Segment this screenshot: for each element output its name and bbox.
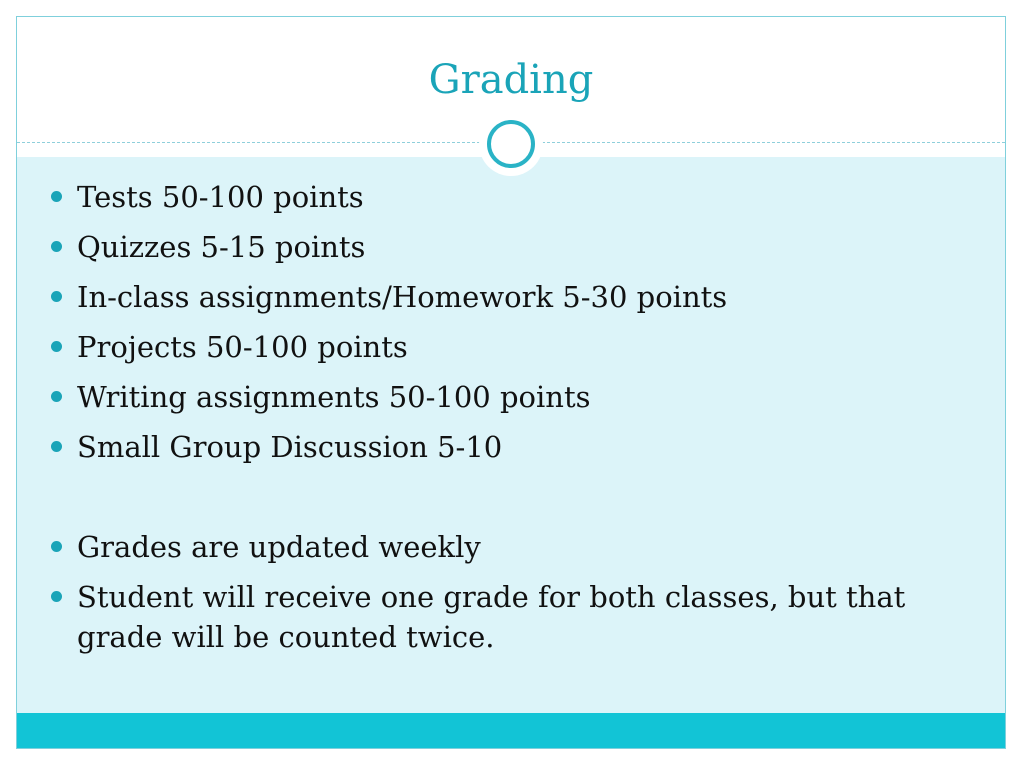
list-item-text: Tests 50-100 points (77, 180, 364, 214)
bullet-dot-icon (51, 191, 62, 202)
list-item (47, 577, 967, 657)
ring (487, 120, 535, 168)
bottom-bar (17, 713, 1005, 748)
bullet-dot-icon (51, 441, 62, 452)
bullet-list (47, 177, 967, 667)
list-item (47, 427, 967, 467)
bullet-dot-icon (51, 291, 62, 302)
bullet-dot-icon (51, 541, 62, 552)
list-item-text: Writing assignments 50-100 points (77, 380, 591, 414)
list-item (47, 527, 967, 567)
bullet-dot-icon (51, 591, 62, 602)
list-item-text: Quizzes 5-15 points (77, 230, 366, 264)
list-item-text: Small Group Discussion 5-10 (77, 430, 503, 464)
list-item (47, 327, 967, 367)
list-item (47, 377, 967, 417)
slide (16, 16, 1006, 749)
slide-title: Grading (428, 57, 594, 103)
list-item-text: Projects 50-100 points (77, 330, 408, 364)
list-spacer (47, 477, 967, 517)
circle-ring-icon (479, 112, 543, 176)
list-item (47, 227, 967, 267)
list-item (47, 177, 967, 217)
list-item-text: Grades are updated weekly (77, 530, 481, 564)
bullet-dot-icon (51, 241, 62, 252)
bullet-dot-icon (51, 391, 62, 402)
list-item-text: Student will receive one grade for both classes, but that grade will be counted twice. (77, 580, 906, 654)
list-item (47, 277, 967, 317)
bullet-dot-icon (51, 341, 62, 352)
list-item-text: In-class assignments/Homework 5-30 points (77, 280, 728, 314)
